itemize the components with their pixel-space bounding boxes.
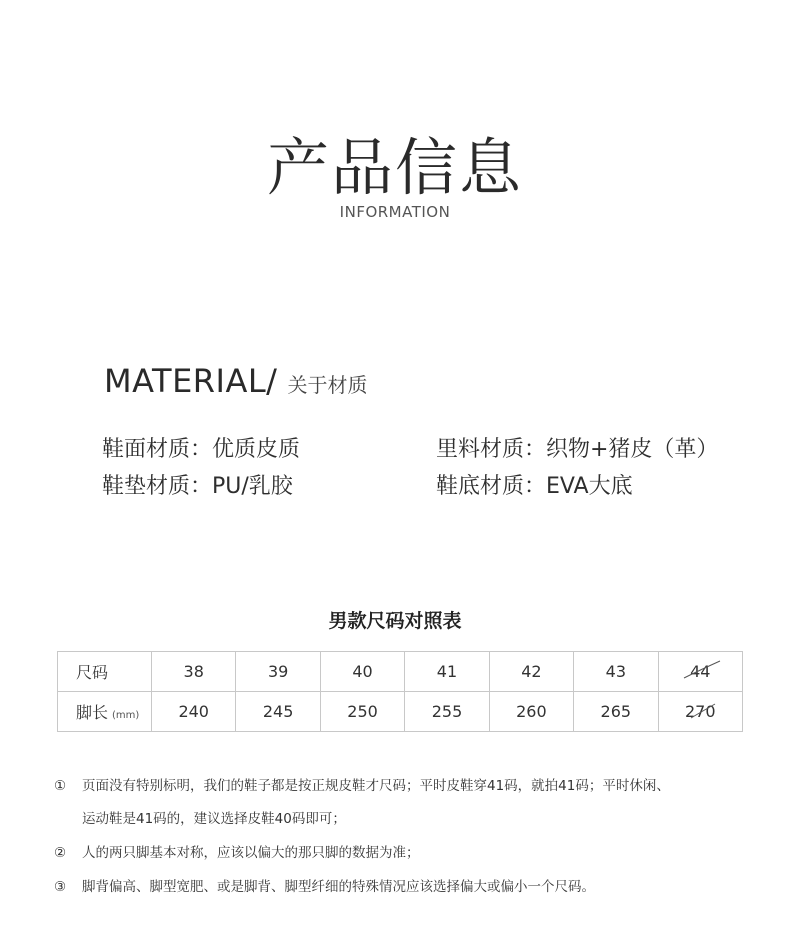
length-row-label — [58, 692, 152, 732]
size-cell: 43 — [574, 652, 658, 692]
struck-size — [690, 662, 710, 681]
material-insole: 鞋垫材质：PU/乳胶 — [102, 474, 293, 499]
size-cell-value: 44 — [690, 662, 711, 681]
size-cell: 39 — [236, 652, 320, 692]
length-cell: 265 — [574, 692, 658, 732]
size-cell: 38 — [152, 652, 236, 692]
note-text: 脚背偏高、脚型宽肥、或是脚背、脚型纤细的特殊情况应该选择偏大或偏小一个尺码。 — [82, 879, 595, 895]
note-2 — [54, 841, 420, 861]
size-chart-table — [57, 651, 743, 732]
table-row — [58, 652, 743, 692]
note-text: 人的两只脚基本对称，应该以偏大的那只脚的数据为准； — [82, 845, 420, 861]
size-chart-title: 男款尺码对照表 — [328, 610, 462, 632]
length-cell: 260 — [489, 692, 573, 732]
size-cell: 42 — [489, 652, 573, 692]
material-lining: 里料材质：织物+猪皮（革） — [436, 437, 719, 462]
length-cell-struck — [658, 692, 742, 732]
table-row — [58, 692, 743, 732]
size-cell: 41 — [405, 652, 489, 692]
length-cell: 240 — [152, 692, 236, 732]
note-number: ② — [54, 845, 67, 861]
material-heading-en: MATERIAL/ — [104, 362, 278, 400]
strike-mark-icon — [682, 658, 722, 682]
strike-mark-icon — [677, 698, 717, 722]
size-row-label: 尺码 — [58, 652, 152, 692]
note-3 — [54, 875, 595, 895]
length-cell: 255 — [405, 692, 489, 732]
length-cell-value: 270 — [684, 702, 716, 721]
note-1 — [54, 774, 670, 794]
size-cell-struck — [658, 652, 742, 692]
note-number: ③ — [54, 879, 67, 895]
note-1-cont — [54, 807, 346, 827]
note-number: ① — [54, 778, 67, 794]
material-heading-cn: 关于材质 — [287, 373, 368, 397]
struck-length — [685, 702, 716, 721]
material-heading — [104, 362, 367, 400]
size-cell: 40 — [320, 652, 404, 692]
length-cell: 245 — [236, 692, 320, 732]
length-unit: (mm) — [112, 710, 140, 721]
page-title: 产品信息 — [266, 131, 523, 204]
page-subtitle: INFORMATION — [339, 203, 451, 221]
material-upper: 鞋面材质：优质皮质 — [102, 437, 301, 462]
material-sole: 鞋底材质：EVA大底 — [436, 474, 633, 499]
note-text: 运动鞋是41码的，建议选择皮鞋40码即可； — [82, 811, 346, 827]
length-label-text: 脚长 — [76, 703, 109, 722]
length-cell: 250 — [320, 692, 404, 732]
note-text: 页面没有特别标明，我们的鞋子都是按正规皮鞋才尺码；平时皮鞋穿41码，就拍41码；平时休闲、 — [82, 778, 670, 794]
